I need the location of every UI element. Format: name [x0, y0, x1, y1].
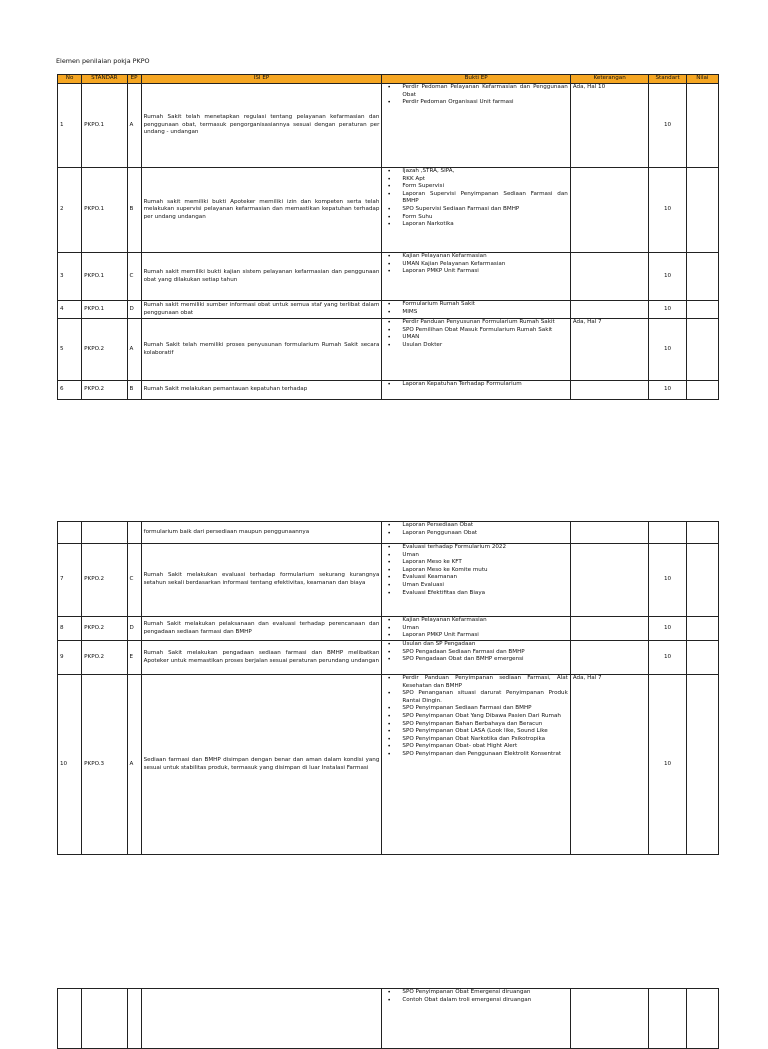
cell-nilai: [686, 989, 718, 1049]
cell-ep: B: [127, 168, 141, 253]
cell-bukti: [382, 319, 570, 381]
evidence-item: • Form Supervisi: [402, 183, 567, 191]
table-row: [58, 675, 719, 855]
cell-bukti: [382, 84, 570, 168]
cell-isi: formularium baik dari persediaan maupun penggunaannya: [141, 522, 382, 544]
cell-no: 8: [58, 617, 82, 641]
cell-nilai: [686, 617, 718, 641]
cell-standar: PKPO.1: [82, 253, 127, 301]
table-row: [58, 168, 719, 253]
cell-bukti: [382, 617, 570, 641]
table-row: [58, 989, 719, 1049]
pkpo-table-1: [57, 74, 719, 400]
cell-no: 3: [58, 253, 82, 301]
cell-isi: Rumah Sakit telah memiliki proses penyusunan formularium Rumah Sakit secara kolaboratif: [141, 319, 382, 381]
cell-ket: [570, 381, 649, 400]
cell-no: 6: [58, 381, 82, 400]
evidence-item: • Laporan Narkotika: [402, 221, 567, 229]
cell-ket: [570, 522, 649, 544]
cell-no: [58, 989, 82, 1049]
cell-no: 4: [58, 301, 82, 319]
table-row: [58, 522, 719, 544]
evidence-item: • Laporan Penggunaan Obat: [402, 530, 567, 538]
cell-bukti: [382, 253, 570, 301]
cell-ep: A: [127, 675, 141, 855]
cell-standar: PKPO.2: [82, 617, 127, 641]
cell-ep: A: [127, 319, 141, 381]
evidence-item: • Perdir Panduan Penyusunan Formularium Rumah Sakit: [402, 319, 567, 327]
cell-ep: [127, 522, 141, 544]
cell-standar: [82, 989, 127, 1049]
cell-ep: A: [127, 84, 141, 168]
cell-isi: Rumah sakit memiliki bukti Apoteker memiliki izin dan kompeten serta telah melakukan supervisi pelayanan kefarmasian dan memastikan kepatuhan terhadap per undang undangan: [141, 168, 382, 253]
evidence-list: [384, 319, 567, 349]
header-standart: Standart: [649, 75, 686, 84]
cell-no: 2: [58, 168, 82, 253]
cell-bukti: [382, 522, 570, 544]
evidence-item: • MIMS: [402, 309, 567, 317]
cell-no: 5: [58, 319, 82, 381]
evidence-item: • SPO Pemilihan Obat Masuk Formularium Rumah Sakit: [402, 327, 567, 335]
cell-bukti: [382, 989, 570, 1049]
cell-ket: Ada, Hal 7: [570, 675, 649, 855]
cell-standart: 10: [649, 301, 686, 319]
evidence-list: [384, 84, 567, 107]
cell-isi: Rumah Sakit melakukan pelaksanaan dan evaluasi terhadap perencanaan dan pengadaan sediaan farmasi dan BMHP: [141, 617, 382, 641]
header-ep: EP: [127, 75, 141, 84]
cell-standar: PKPO.2: [82, 544, 127, 617]
cell-ep: E: [127, 641, 141, 675]
evidence-item: • Uman: [402, 625, 567, 633]
evidence-item: • SPO Supervisi Sediaan Farmasi dan BMHP: [402, 206, 567, 214]
cell-ep: D: [127, 617, 141, 641]
evidence-item: • Laporan Kepatuhan Terhadap Formularium: [402, 381, 567, 389]
evidence-item: • Formularium Rumah Sakit: [402, 301, 567, 309]
cell-isi: Rumah sakit memiliki bukti kajian sistem pelayanan kefarmasian dan penggunaan obat yang dilakukan setiap tahun: [141, 253, 382, 301]
cell-ep: B: [127, 381, 141, 400]
cell-standart: 10: [649, 544, 686, 617]
cell-isi: Rumah sakit memiliki sumber informasi obat untuk semua staf yang terlibat dalam penggunaan obat: [141, 301, 382, 319]
evidence-item: • SPO Pengadaan Sediaan Farmasi dan BMHP: [402, 649, 567, 657]
evidence-item: • Laporan Supervisi Penyimpanan Sediaan Farmasi dan BMHP: [402, 191, 567, 206]
cell-ep: D: [127, 301, 141, 319]
cell-standar: PKPO.1: [82, 301, 127, 319]
cell-bukti: [382, 641, 570, 675]
table-header-row: [58, 75, 719, 84]
evidence-list: [384, 544, 567, 597]
cell-nilai: [686, 319, 718, 381]
cell-nilai: [686, 544, 718, 617]
cell-bukti: [382, 675, 570, 855]
cell-standart: 10: [649, 641, 686, 675]
cell-nilai: [686, 381, 718, 400]
evidence-item: • RKK Apt: [402, 176, 567, 184]
cell-bukti: [382, 381, 570, 400]
cell-nilai: [686, 253, 718, 301]
evidence-item: • Laporan PMKP Unit Farmasi: [402, 632, 567, 640]
cell-standart: [649, 522, 686, 544]
evidence-item: • Evaluasi terhadap Formularium 2022: [402, 544, 567, 552]
evidence-item: • SPO Penyimpanan Obat Narkotika dan Psikotropika: [402, 736, 567, 744]
cell-ket: [570, 253, 649, 301]
evidence-item: • SPO Penyimpanan Bahan Berbahaya dan Beracun: [402, 721, 567, 729]
evidence-item: • Evaluasi Efektifitas dan Biaya: [402, 590, 567, 598]
cell-ep: C: [127, 544, 141, 617]
cell-isi: Rumah Sakit telah menetapkan regulasi tentang pelayanan kefarmasian dan penggunaan obat, termasuk pengorganisasiannya sesuai dengan peraturan per undang - undangan: [141, 84, 382, 168]
cell-isi: Rumah Sakit melakukan evaluasi terhadap formularium sekurang kurangnya setahun sekali berdasarkan informasi tentang efektivitas, keamanan dan biaya: [141, 544, 382, 617]
cell-ket: Ada, Hal 7: [570, 319, 649, 381]
evidence-item: • Uman Evaluasi: [402, 582, 567, 590]
table-row: [58, 84, 719, 168]
cell-ket: Ada, Hal 10: [570, 84, 649, 168]
cell-nilai: [686, 84, 718, 168]
cell-isi: Rumah Sakit melakukan pemantauan kepatuhan terhadap: [141, 381, 382, 400]
evidence-item: • Kajian Pelayanan Kefarmasian: [402, 617, 567, 625]
cell-standart: 10: [649, 168, 686, 253]
evidence-item: • UMAN: [402, 334, 567, 342]
cell-ket: [570, 544, 649, 617]
cell-ket: [570, 617, 649, 641]
evidence-item: • Usulan dan SP Pengadaan: [402, 641, 567, 649]
cell-isi: Rumah Sakit melakukan pengadaan sediaan farmasi dan BMHP melibatkan Apoteker untuk memastikan proses berjalan sesuai peraturan perundang undangan: [141, 641, 382, 675]
evidence-list: [384, 522, 567, 537]
cell-nilai: [686, 641, 718, 675]
evidence-item: • SPO Penyimpanan Obat LASA (Look like, Sound Like: [402, 728, 567, 736]
cell-standar: PKPO.3: [82, 675, 127, 855]
cell-standart: 10: [649, 319, 686, 381]
cell-no: 9: [58, 641, 82, 675]
evidence-item: • SPO Penyimpanan Obat Emergensi diruangan: [402, 989, 567, 997]
cell-standart: [649, 989, 686, 1049]
evidence-item: • UMAN Kajian Pelayanan Kefarmasian: [402, 261, 567, 269]
cell-standar: PKPO.2: [82, 319, 127, 381]
evidence-item: • Form Suhu: [402, 214, 567, 222]
cell-bukti: [382, 168, 570, 253]
evidence-list: [384, 381, 567, 389]
cell-standart: 10: [649, 253, 686, 301]
header-standar: STANDAR: [82, 75, 127, 84]
evidence-item: • Laporan Meso ke Komite mutu: [402, 567, 567, 575]
evidence-list: [384, 617, 567, 640]
evidence-item: • Contoh Obat dalam troli emergensi diruangan: [402, 997, 567, 1005]
cell-standar: PKPO.1: [82, 84, 127, 168]
cell-ket: [570, 301, 649, 319]
cell-nilai: [686, 675, 718, 855]
evidence-list: [384, 675, 567, 759]
evidence-item: • Perdir Panduan Penyimpanan sediaan Farmasi, Alat Kesehatan dan BMHP: [402, 675, 567, 690]
table-row: [58, 617, 719, 641]
cell-no: 1: [58, 84, 82, 168]
cell-ep: C: [127, 253, 141, 301]
evidence-list: [384, 301, 567, 316]
table-row: [58, 641, 719, 675]
evidence-item: • SPO Penyimpanan dan Penggunaan Elektrolit Konsentrat: [402, 751, 567, 759]
table-row: [58, 544, 719, 617]
cell-nilai: [686, 168, 718, 253]
evidence-list: [384, 168, 567, 229]
page-title: Elemen penilaian pokja PKPO: [56, 57, 150, 65]
cell-nilai: [686, 301, 718, 319]
evidence-item: • Laporan PMKP Unit Farmasi: [402, 268, 567, 276]
evidence-item: • Uman: [402, 552, 567, 560]
cell-bukti: [382, 301, 570, 319]
cell-standart: 10: [649, 675, 686, 855]
evidence-item: • Laporan Meso ke KFT: [402, 559, 567, 567]
table-row: [58, 301, 719, 319]
cell-standart: 10: [649, 381, 686, 400]
table-row: [58, 381, 719, 400]
header-isi: ISI EP: [141, 75, 382, 84]
cell-standar: PKPO.1: [82, 168, 127, 253]
cell-no: 7: [58, 544, 82, 617]
cell-standart: 10: [649, 617, 686, 641]
cell-standart: 10: [649, 84, 686, 168]
cell-ket: [570, 168, 649, 253]
cell-no: [58, 522, 82, 544]
cell-isi: [141, 989, 382, 1049]
cell-standar: [82, 522, 127, 544]
cell-ket: [570, 641, 649, 675]
cell-nilai: [686, 522, 718, 544]
evidence-item: • Kajian Pelayanan Kefarmasian: [402, 253, 567, 261]
evidence-list: [384, 253, 567, 276]
header-no: No: [58, 75, 82, 84]
pkpo-table-3: [57, 988, 719, 1049]
evidence-item: • Usulan Dokter: [402, 342, 567, 350]
evidence-item: • SPO Pengadaan Obat dan BMHP emergensi: [402, 656, 567, 664]
evidence-item: • SPO Penyimpanan Sediaan Farmasi dan BMHP: [402, 705, 567, 713]
cell-no: 10: [58, 675, 82, 855]
header-ket: Keterangan: [570, 75, 649, 84]
cell-ep: [127, 989, 141, 1049]
evidence-item: • Perdir Pedoman Organisasi Unit farmasi: [402, 99, 567, 107]
evidence-item: • Perdir Pedoman Pelayanan Kefarmasian dan Penggunaan Obat: [402, 84, 567, 99]
pkpo-table-2: [57, 521, 719, 855]
evidence-item: • Evaluasi Keamanan: [402, 574, 567, 582]
evidence-item: • SPO Penyimpanan Obat Yang Dibawa Pasien Dari Rumah: [402, 713, 567, 721]
header-bukti: Bukti EP: [382, 75, 570, 84]
evidence-item: • SPO Penyimpanan Obat- obat Hight Alert: [402, 743, 567, 751]
header-nilai: Nilai: [686, 75, 718, 84]
table-row: [58, 253, 719, 301]
cell-standar: PKPO.2: [82, 381, 127, 400]
cell-ket: [570, 989, 649, 1049]
table-row: [58, 319, 719, 381]
evidence-item: • SPO Penanganan situasi darurat Penyimpanan Produk Rantai Dingin.: [402, 690, 567, 705]
evidence-item: • Ijazah ,STRA, SIPA,: [402, 168, 567, 176]
evidence-list: [384, 989, 567, 1004]
cell-bukti: [382, 544, 570, 617]
cell-standar: PKPO.2: [82, 641, 127, 675]
evidence-list: [384, 641, 567, 664]
evidence-item: • Laporan Persediaan Obat: [402, 522, 567, 530]
cell-isi: Sediaan farmasi dan BMHP disimpan dengan benar dan aman dalam kondisi yang sesuai untuk stabilitas produk, termasuk yang disimpan di luar Instalasi Farmasi: [141, 675, 382, 855]
